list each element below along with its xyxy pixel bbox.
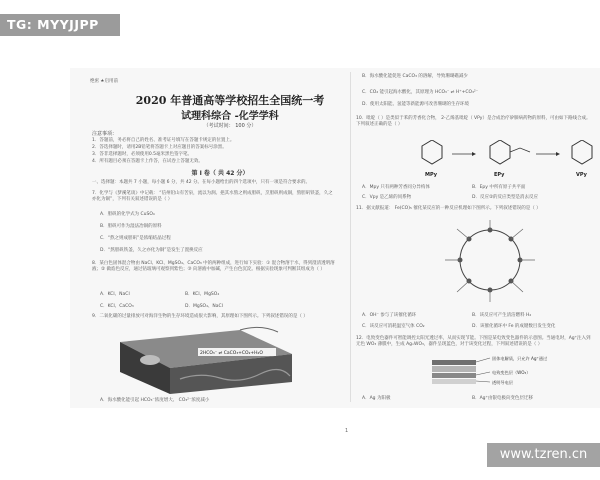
- leader-1: [476, 358, 490, 362]
- question-12: 12．电致变色器件可智能调控太阳光透过率，从而实现节能。下图是某电致变色器件的示意图。当通电时，Ag⁺注入到无色 WO₃ 薄膜中，生成 AgₓWO₃，器件呈现蓝色，对于该变化过程，下列叙述错误的是（ ）: [356, 336, 591, 347]
- q12-option-b: B．Ag⁺由银电极向变色层迁移: [472, 396, 533, 401]
- label-epy: EPy: [494, 172, 505, 178]
- page-number: 1: [345, 428, 349, 434]
- note-4: 4．所有题目必须在答题卡上作答，在试卷上答题无效。: [92, 159, 203, 164]
- q7-option-c: C．“熬之则成胆矾”是浓缩结晶过程: [100, 236, 171, 241]
- section-title: 第 I 卷（ 共 42 分）: [191, 170, 249, 177]
- notes-heading: 注意事项：: [92, 131, 118, 137]
- site-watermark: www.tzren.cn: [487, 443, 600, 467]
- label-mpy: MPy: [425, 172, 437, 178]
- device-label-color-layer: 电致变色层（WO₃）: [492, 370, 531, 375]
- coral-shape: [140, 355, 160, 365]
- column-divider: [350, 72, 351, 402]
- q11-option-a: A．OH⁻ 参与了该催化循环: [362, 313, 417, 318]
- question-7: 7．化学与《梦溪笔谈》中记载： “信州铅山有苦泉，流以为涧。挹其水熬之则成胆矾，烹胆矾则成铜，熬胆矾铁釜，久之亦化为铜”，下列有关叙述错误的是（ ）: [92, 191, 333, 202]
- epy-chain: [510, 148, 530, 152]
- exam-time-note: （考试时间： 100 分）: [203, 123, 257, 129]
- q10-option-b: B．Epy 中所有原子共平面: [472, 185, 526, 190]
- question-9: 9．二氧化碳的过量排放可对海洋生物的生存环境造成很大影响，其原理如下图所示。下列叙述错误的是（ ）: [92, 314, 308, 319]
- confidential-header: 绝密 ★启用前: [90, 79, 118, 84]
- exam-title-line1: 2020 年普通高等学校招生全国统一考: [135, 94, 325, 107]
- q7-option-a: A．胆矾的化学式为 CuSO₄: [100, 212, 155, 217]
- note-2: 2．答选择题时，请用2B铅笔将答题卡上对应题目的答案标号涂黑。: [92, 145, 227, 150]
- q11-option-d: D．该催化循环中 Fe 的成键数目发生变化: [472, 324, 556, 329]
- device-label-conductive: 透明导电层: [492, 380, 513, 385]
- co2-arrow: [240, 327, 278, 332]
- q9-option-c: C．CO₂ 能引起海水酸化，其原理为 HCO₃⁻ ⇌ H⁺+CO₃²⁻: [362, 90, 479, 95]
- q10-option-a: A．Mpy 只有两种芳香同分异构体: [362, 185, 430, 190]
- arrow-1-head: [472, 152, 476, 156]
- q8-option-a: A．KCl、NaCl: [100, 292, 130, 297]
- pyridine-reaction-figure: [410, 140, 600, 182]
- section-intro: 一、选择题：本题共 7 小题，每小题 6 分，共 42 分。在每小题给出的四个选项中，只有一项是符合要求的。: [92, 180, 311, 185]
- exam-title-line2: 试理科综合 -化学学科: [181, 111, 279, 122]
- q7-option-d: D．“熬胆矾铁釜，久之亦化为铜”是发生了置换反应: [100, 248, 203, 253]
- question-10: 10．吡啶（ ）是类似于苯的芳香化合物， 2-乙烯基吡啶（ VPy）是合成治疗矽肺病药物的原料，可由如下路线合成。下列叙述正确的是（ ）: [356, 116, 591, 127]
- epy-ring: [490, 140, 510, 164]
- q9-option-d: D．使用太阳能、氢能等新能源可改善珊瑚的生存环境: [362, 102, 469, 107]
- label-vpy: VPy: [576, 172, 587, 178]
- q9-option-a: A．海水酸化能引起 HCO₃⁻浓度增大、 CO₃²⁻浓度减小: [100, 398, 210, 403]
- mpy-ring: [422, 140, 442, 164]
- note-3: 3．答非选择题时，必须使用0.5毫米黑色签字笔。: [92, 152, 193, 157]
- q8-option-c: C．KCl、CaCO₃: [100, 304, 134, 309]
- q12-option-a: A．Ag 为阳极: [362, 396, 391, 401]
- electrolyte-layer: [432, 366, 476, 372]
- vpy-ring: [572, 140, 592, 164]
- q8-option-d: D．MgSO₄、NaCl: [185, 304, 223, 309]
- question-11: 11．据文献报道： Fe(CO)₅ 催化某反应的一种反应机理如下图所示。下列叙述错误的是（ ）: [356, 206, 541, 211]
- leader-2: [476, 372, 490, 375]
- telegram-watermark: TG: MYYJJPP: [0, 14, 120, 36]
- electrochromic-device-figure: [430, 354, 595, 390]
- leader-3: [476, 381, 490, 382]
- color-change-layer: [432, 373, 476, 378]
- catalytic-cycle-figure: [425, 214, 555, 306]
- q9-option-b: B．海水酸化能促进 CaCO₃ 的溶解，导致珊瑚礁减少: [362, 74, 468, 79]
- ocean-acidification-figure: [110, 324, 300, 396]
- q11-option-c: C．该反应可消耗温室气体 CO₂: [362, 324, 425, 329]
- question-8: 8．某白色固体混合物由 NaCl、KCl、MgSO₄、CaCO₃ 中的两种组成，进行如下实验：① 混合物溶于水，得到澄清透明溶液；② 做焰色反应，通过钴玻璃可观察到紫色；③ 向溶液中加碱，产生白色沉淀。根据实验现象可判断其组成为（ ）: [92, 261, 335, 272]
- silver-electrode: [432, 360, 476, 365]
- q10-option-c: C．Vpy 是乙烯的同系物: [362, 195, 412, 200]
- q11-option-b: B．该反应可产生清洁燃料 H₂: [472, 313, 532, 318]
- device-label-electrolyte: 固体电解质，只允许 Ag⁺通过: [492, 356, 548, 361]
- q7-option-b: B．胆矾可作为湿法冶铜的原料: [100, 224, 162, 229]
- arrow-2-head: [556, 152, 560, 156]
- q10-option-d: D．反应②的反应类型是消去反应: [472, 195, 538, 200]
- ocean-equation-label: 2HCO₃⁻ ⇌ CaCO₃+CO₂+H₂O: [200, 351, 263, 356]
- conductive-layer: [432, 379, 476, 384]
- note-1: 1．答题前，务必将自己的姓名、准考证号填写在答题卡规定的位置上。: [92, 138, 235, 143]
- q8-option-b: B．KCl、MgSO₄: [185, 292, 220, 297]
